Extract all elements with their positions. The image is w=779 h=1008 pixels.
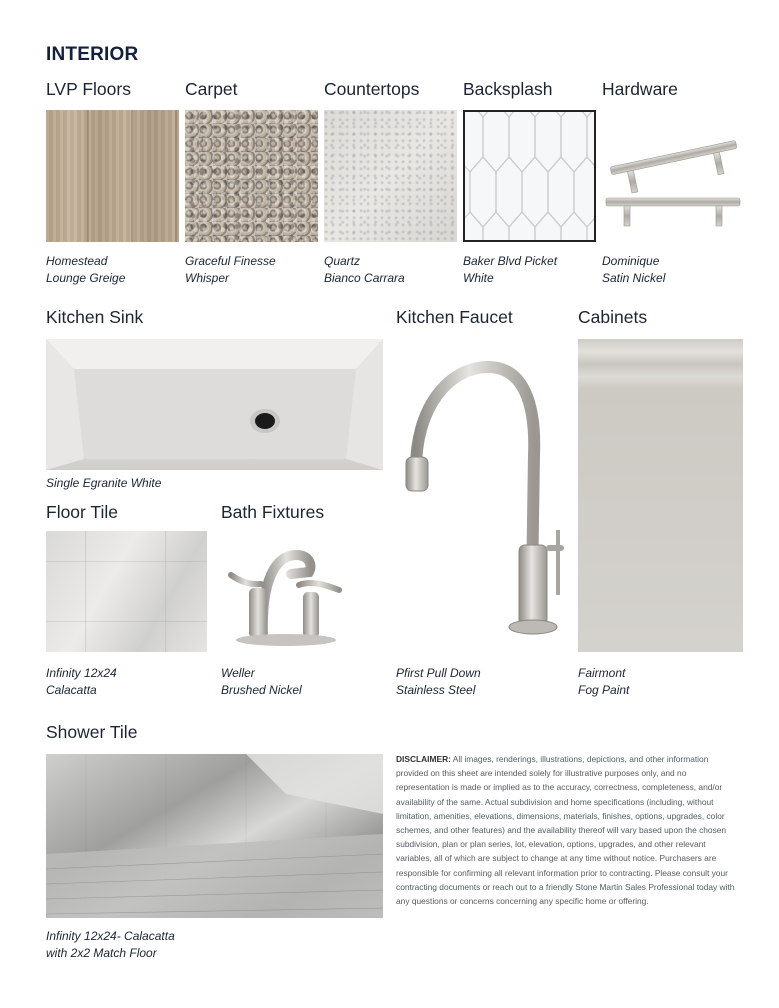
lvp-floors-swatch (46, 110, 179, 242)
kitchen-faucet-color: Stainless Steel (396, 683, 476, 697)
bath-fixtures-color: Brushed Nickel (221, 683, 302, 697)
hardware-name: Dominique (602, 254, 660, 268)
hardware-title: Hardware (602, 79, 678, 99)
backsplash-title: Backsplash (463, 79, 553, 99)
lvp-floors-title: LVP Floors (46, 79, 131, 99)
disclaimer (396, 752, 741, 908)
floor-tile-name: Infinity 12x24 (46, 666, 117, 680)
cabinets-name: Fairmont (578, 666, 626, 680)
lvp-floors-name: Homestead (46, 254, 108, 268)
cabinets-title: Cabinets (578, 307, 648, 327)
shower-tile-name: Infinity 12x24- Calacatta (46, 929, 175, 943)
kitchen-sink-swatch (46, 339, 383, 470)
shower-tile-caption (46, 928, 175, 962)
carpet-swatch (185, 110, 318, 242)
cabinets-color: Fog Paint (578, 683, 630, 697)
countertops-swatch (324, 110, 457, 242)
cabinets-swatch (578, 339, 743, 652)
carpet-caption (185, 253, 276, 287)
picket-tile-pattern (465, 112, 594, 240)
kitchen-faucet-name: Pfirst Pull Down (396, 666, 481, 680)
floor-tile-swatch (46, 531, 207, 652)
kitchen-faucet-title: Kitchen Faucet (396, 307, 513, 327)
backsplash-color: White (463, 271, 494, 285)
kitchen-sink-title: Kitchen Sink (46, 307, 144, 327)
lvp-floors-caption (46, 253, 125, 287)
faucet-icon (396, 345, 566, 645)
backsplash-name: Baker Blvd Picket (463, 254, 558, 268)
shower-tile-title: Shower Tile (46, 722, 138, 742)
countertops-caption (324, 253, 405, 287)
bath-fixtures-swatch (221, 540, 351, 650)
bath-fixtures-title: Bath Fixtures (221, 502, 325, 522)
lvp-floors-color: Lounge Greige (46, 271, 126, 285)
page-heading: INTERIOR (46, 44, 139, 65)
countertops-color: Bianco Carrara (324, 271, 405, 285)
backsplash-swatch (463, 110, 596, 242)
disclaimer-text: All images, renderings, illustrations, depictions, and other information provided on this sheet are intended solely for illustrative purposes only, and no representation is made or implied as to the accuracy, correctness, completeness, and/or availability of the same. Actual subdivision and home specifications (including, without limitation, amenities, elevations, dimensions, materials, finishes, options, upgrades, color schemes, and other features) and the availability thereof will vary based upon the chosen subdivision, plan or plan series, lot, elevation, options, upgrades, and other relevant variables, all of which are subject to change at any time without notice. Purchasers are responsible for confirming all relevant information prior to contracting. Please consult your contracting documents or reach out to a friendly Stone Martin Sales Professional today with any questions or concerns concerning any specific home or offering. (396, 754, 735, 907)
backsplash-caption (463, 253, 557, 287)
countertops-name: Quartz (324, 254, 361, 268)
kitchen-faucet-caption (396, 665, 481, 699)
shower-tile-illustration (46, 754, 383, 918)
kitchen-faucet-swatch (396, 345, 566, 645)
kitchen-sink-caption: Single Egranite White (46, 476, 162, 490)
bath-fixtures-caption (221, 665, 302, 699)
hardware-caption (602, 253, 665, 287)
countertops-title: Countertops (324, 79, 420, 99)
bath-fixtures-name: Weller (221, 666, 255, 680)
disclaimer-label: DISCLAIMER: (396, 754, 451, 764)
cabinets-caption (578, 665, 629, 699)
carpet-title: Carpet (185, 79, 238, 99)
hardware-swatch (602, 110, 742, 242)
sink-basin-illustration (46, 339, 383, 470)
bath-faucet-icon (221, 540, 351, 650)
floor-tile-color: Calacatta (46, 683, 97, 697)
cabinet-pull-icon (602, 110, 742, 242)
carpet-name: Graceful Finesse (185, 254, 276, 268)
shower-tile-detail: with 2x2 Match Floor (46, 946, 157, 960)
shower-tile-swatch (46, 754, 383, 918)
carpet-color: Whisper (185, 271, 230, 285)
hardware-color: Satin Nickel (602, 271, 666, 285)
floor-tile-caption (46, 665, 117, 699)
floor-tile-title: Floor Tile (46, 502, 118, 522)
